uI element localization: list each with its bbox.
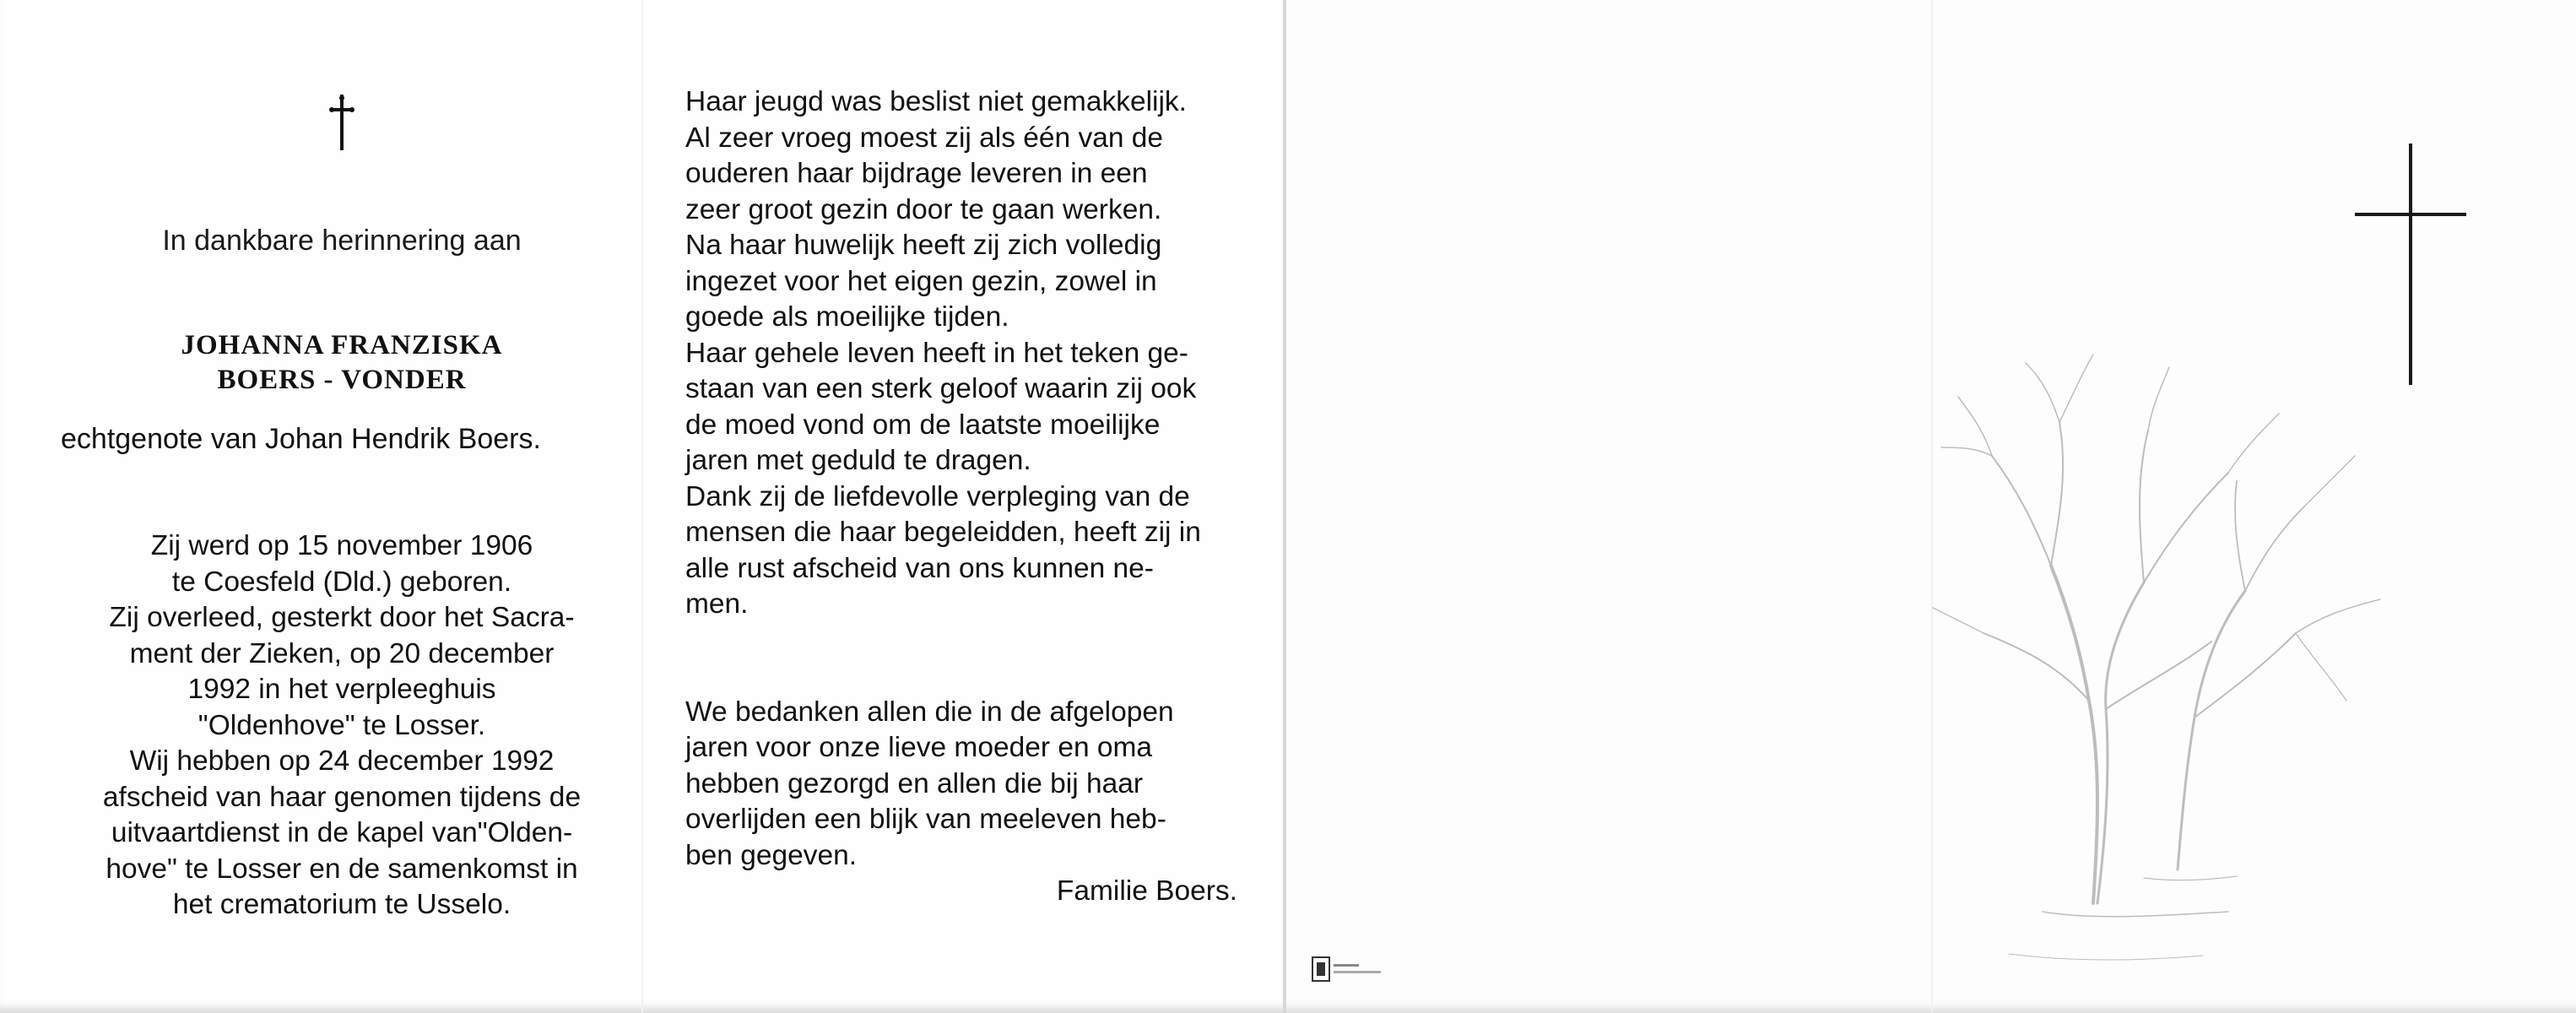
text-line: hebben gezorgd en allen die bij haar — [685, 767, 1144, 799]
text-line: overlijden een blijk van meeleven heb- — [685, 804, 1166, 835]
text-line: zeer groot gezin door te gaan werken. — [685, 193, 1162, 225]
text-line: men. — [685, 588, 749, 620]
text-line: mensen die haar begeleidden, heeft zij in — [685, 517, 1201, 548]
text-line: jaren voor onze lieve moeder en oma — [685, 732, 1153, 763]
bio-line: Wij hebben op 24 december 1992 — [129, 745, 555, 777]
memorial-panel — [51, 93, 633, 924]
bio-line: ment der Zieken, op 20 december — [129, 637, 555, 669]
bio-line: afscheid van haar genomen tijdens de — [102, 781, 582, 813]
bio-line: te Coesfeld (Dld.) geboren. — [171, 566, 512, 598]
text-line: ben gegeven. — [685, 839, 858, 871]
text-line: ouderen haar bijdrage leveren in een — [685, 158, 1148, 189]
text-line: Al zeer vroeg moest zij als één van de — [685, 122, 1164, 154]
bio-line: uitvaartdienst in de kapel van"Olden- — [111, 817, 573, 848]
text-line: Dank zij de liefdevolle verpleging van de — [685, 480, 1190, 512]
text-line: goede als moeilijke tijden. — [685, 301, 1009, 333]
text-line: Haar jeugd was beslist niet gemakkelijk. — [685, 86, 1187, 117]
intro-text: In dankbare herinnering aan — [162, 225, 522, 257]
text-line: de moed vond om de laatste moeilijke — [685, 409, 1161, 441]
tribute-paragraph — [685, 84, 1254, 623]
card-inside — [0, 0, 1286, 1013]
text-line: jaren met geduld te dragen. — [685, 445, 1031, 476]
bio-line: Zij overleed, gesterkt door het Sacra- — [109, 602, 575, 633]
tribute-panel — [685, 84, 1254, 910]
name-line: JOHANNA FRANZISKA — [181, 330, 503, 360]
bio-line: hove" te Losser en de samenkomst in — [106, 853, 578, 885]
text-line: ingezet voor het eigen gezin, zowel in — [685, 265, 1157, 297]
tree-illustration — [1924, 329, 2397, 979]
cross-icon — [325, 93, 359, 152]
text-line: staan van een sterk geloof waarin zij ook — [685, 373, 1197, 404]
text-line: Na haar huwelijk heeft zij zich volledig — [685, 230, 1162, 261]
spouse-text: echtgenote van Johan Hendrik Boers. — [61, 423, 541, 455]
deceased-name — [51, 328, 633, 398]
text-line: We bedanken allen die in de afgelopen — [685, 696, 1174, 728]
thanks-paragraph — [685, 695, 1254, 875]
bio-line: "Oldenhove" te Losser. — [198, 709, 486, 741]
paragraph-gap — [685, 623, 1254, 695]
fold-line — [641, 0, 643, 1013]
bio-line: 1992 in het verpleeghuis — [187, 674, 496, 705]
biography — [51, 528, 633, 924]
printer-logo — [1312, 956, 1413, 984]
signature: Familie Boers. — [1056, 875, 1237, 907]
text-line: Haar gehele leven heeft in het teken ge- — [685, 337, 1188, 369]
bio-line: Zij werd op 15 november 1906 — [150, 530, 533, 561]
name-line: BOERS - VONDER — [217, 365, 467, 395]
text-line: alle rust afscheid van ons kunnen ne- — [685, 552, 1154, 584]
bio-line: het crematorium te Usselo. — [172, 889, 511, 920]
